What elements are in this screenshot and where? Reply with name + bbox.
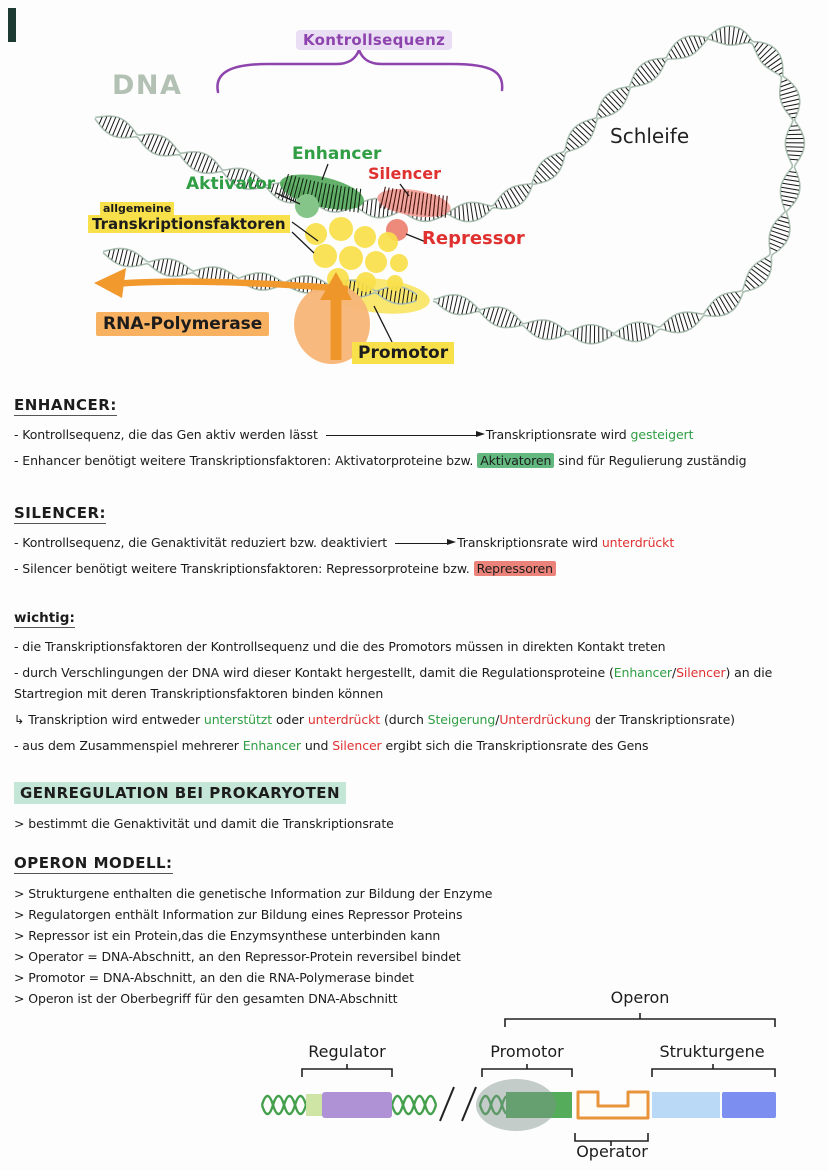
wichtig-b3-mid: oder xyxy=(275,712,304,727)
label-promotor: Promotor xyxy=(352,342,454,364)
wichtig-b3-green: unterstützt xyxy=(203,712,273,727)
wichtig-b2-red: Silencer xyxy=(676,665,726,680)
wichtig-b4-green: Enhancer xyxy=(242,738,301,753)
wichtig-b3-p2: der Transkriptionsrate) xyxy=(594,712,735,727)
wichtig-b3-red2: Unterdrückung xyxy=(499,712,592,727)
wichtig-b2-pre: - durch Verschlingungen der DNA wird dieser Kontakt hergestellt, damit die Regulationsproteine ( xyxy=(14,665,614,680)
operon-bullet: > Promotor = DNA-Abschnitt, an den die RNA-Polymerase bindet xyxy=(14,970,414,985)
wichtig-bullet-3 xyxy=(14,712,818,727)
silencer-heading: SILENCER: xyxy=(14,504,107,522)
wichtig-b3-pre: ↳ Transkription wird entweder xyxy=(14,712,200,727)
label-repressor: Repressor xyxy=(422,228,525,249)
dna-break-slashes xyxy=(440,1087,476,1121)
promotor-bracket xyxy=(482,1064,572,1077)
leader-block xyxy=(306,1094,322,1116)
silencer-b2-highlight: Repressoren xyxy=(474,561,556,576)
operator-block xyxy=(578,1092,648,1118)
enhancer-b2-pre: - Enhancer benötigt weitere Transkriptionsfaktoren: Aktivatorproteine bzw. xyxy=(14,453,474,468)
polymerase-shadow xyxy=(476,1079,556,1131)
operon-heading: OPERON MODELL: xyxy=(14,854,173,872)
label-silencer: Silencer xyxy=(368,164,441,183)
operon-bullet: > Operator = DNA-Abschnitt, an den Repressor-Protein reversibel bindet xyxy=(14,949,461,964)
enhancer-b1-result: Transkriptionsrate wird xyxy=(485,427,627,442)
short-arrow-icon xyxy=(395,543,447,544)
operon-bullet: > Regulatorgen enthält Information zur Bildung eines Repressor Proteins xyxy=(14,907,463,922)
section-operon xyxy=(14,854,818,1006)
label-dna: DNA xyxy=(112,70,183,101)
long-arrow-icon xyxy=(326,435,476,436)
silencer-bullet-2 xyxy=(14,561,818,576)
wichtig-b4-pre: - aus dem Zusammenspiel mehrerer xyxy=(14,738,239,753)
label-enhancer: Enhancer xyxy=(292,144,382,164)
label-transkriptionsfaktoren: Transkriptionsfaktoren xyxy=(88,215,290,233)
wichtig-bullet-1: - die Transkriptionsfaktoren der Kontrollsequenz und die des Promotors müssen in direkten Kontakt treten xyxy=(14,639,666,654)
label-operon: Operon xyxy=(610,988,670,1007)
silencer-b1-highlight: unterdrückt xyxy=(601,535,675,550)
label-schleife: Schleife xyxy=(610,124,690,148)
section-prokaryoten xyxy=(14,784,818,831)
regulator-bracket xyxy=(302,1064,392,1077)
dna-helix-segment xyxy=(262,1096,306,1114)
enhancer-bullet-1 xyxy=(14,427,818,442)
section-wichtig xyxy=(14,610,818,753)
prokaryoten-bullet-1: > bestimmt die Genaktivität und damit die Transkriptionsrate xyxy=(14,816,394,831)
section-enhancer xyxy=(14,396,818,468)
regulator-block xyxy=(322,1092,392,1118)
enhancer-b1-text: - Kontrollsequenz, die das Gen aktiv werden lässt xyxy=(14,427,318,442)
wichtig-heading: wichtig: xyxy=(14,610,75,626)
enhancer-bullet-2 xyxy=(14,453,818,468)
silencer-b1-result: Transkriptionsrate wird xyxy=(457,535,598,550)
wichtig-bullet-4 xyxy=(14,738,818,753)
wichtig-b4-mid: und xyxy=(304,738,329,753)
wichtig-b2-slash: / xyxy=(671,665,677,680)
label-promotor-operon: Promotor xyxy=(490,1042,564,1061)
wichtig-b2-green: Enhancer xyxy=(613,665,672,680)
wichtig-bullet-2-line2: Startregion mit deren Transkriptionsfaktoren binden können xyxy=(14,686,384,701)
section-silencer xyxy=(14,504,818,576)
wichtig-bullet-2 xyxy=(14,665,818,680)
strukturgen-block-1 xyxy=(652,1092,720,1118)
wichtig-b3-p1: (durch xyxy=(383,712,424,727)
silencer-bullet-1 xyxy=(14,535,818,550)
wichtig-b3-slash: / xyxy=(495,712,500,727)
dna-helix-segment xyxy=(392,1096,436,1114)
label-rna-polymerase: RNA-Polymerase xyxy=(96,312,269,336)
label-regulator: Regulator xyxy=(308,1042,386,1061)
enhancer-b1-highlight: gesteigert xyxy=(630,427,694,442)
operon-bracket xyxy=(505,1013,775,1027)
operon-diagram-svg xyxy=(0,985,828,1171)
silencer-b1-text: - Kontrollsequenz, die Genaktivität reduziert bzw. deaktiviert xyxy=(14,535,388,550)
strukturgene-bracket xyxy=(652,1064,775,1077)
label-aktivator: Aktivator xyxy=(186,174,276,194)
label-kontrollsequenz: Kontrollsequenz xyxy=(296,30,452,50)
label-strukturgene: Strukturgene xyxy=(659,1042,765,1061)
silencer-b2-pre: - Silencer benötigt weitere Transkriptionsfaktoren: Repressorproteine bzw. xyxy=(14,561,470,576)
enhancer-b2-highlight: Aktivatoren xyxy=(477,453,554,468)
label-operator: Operator xyxy=(576,1142,648,1161)
wichtig-b4-post: ergibt sich die Transkriptionsrate des Gens xyxy=(385,738,649,753)
operon-bullet: > Strukturgene enthalten die genetische Information zur Bildung der Enzyme xyxy=(14,886,493,901)
operon-bullet: > Repressor ist ein Protein,das die Enzymsynthese unterbinden kann xyxy=(14,928,441,943)
operon-bullet: > Operon ist der Oberbegriff für den gesamten DNA-Abschnitt xyxy=(14,991,398,1006)
strukturgen-block-2 xyxy=(722,1092,776,1118)
wichtig-b3-green2: Steigerung xyxy=(427,712,496,727)
enhancer-b2-post: sind für Regulierung zuständig xyxy=(558,453,747,468)
wichtig-b2-post: ) an die xyxy=(725,665,773,680)
wichtig-b4-red: Silencer xyxy=(332,738,382,753)
wichtig-b3-red: unterdrückt xyxy=(307,712,381,727)
enhancer-heading: ENHANCER: xyxy=(14,396,117,414)
label-allgemeine: allgemeine xyxy=(100,202,174,215)
prokaryoten-heading: GENREGULATION BEI PROKARYOTEN xyxy=(14,782,346,804)
